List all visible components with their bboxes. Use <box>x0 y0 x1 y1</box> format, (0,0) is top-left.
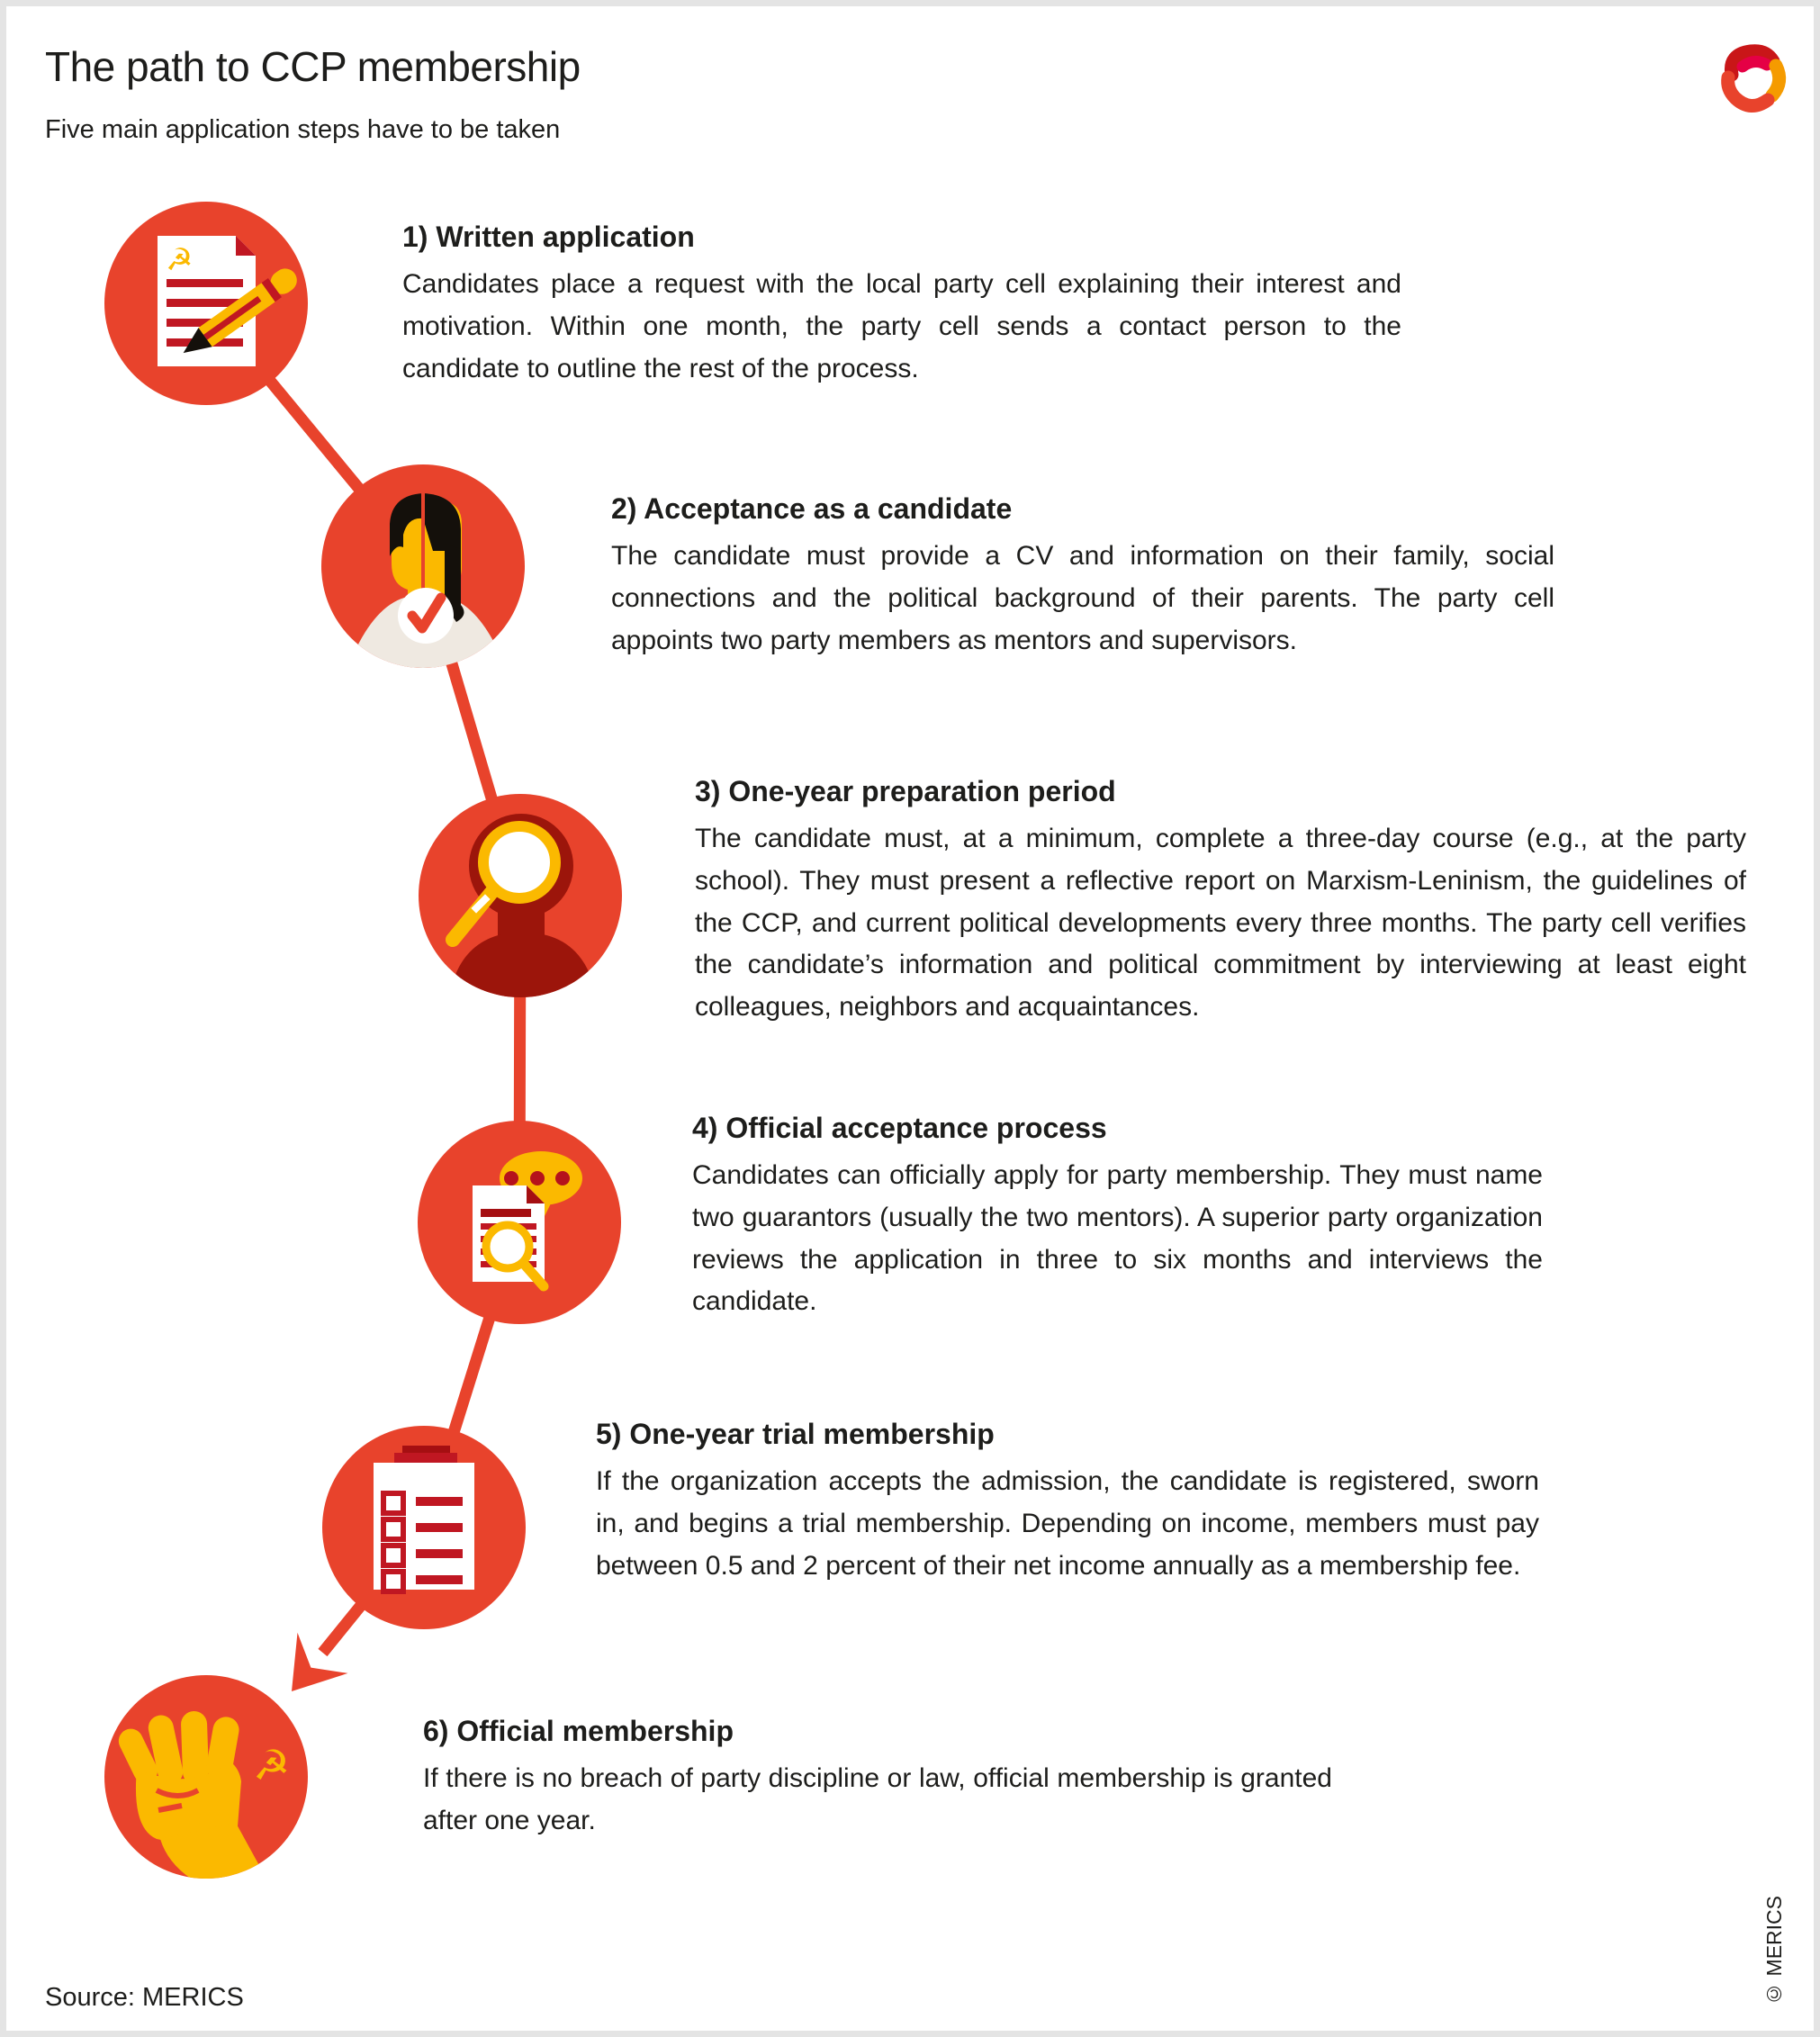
step-2-heading: 2) Acceptance as a candidate <box>611 492 1013 525</box>
preparation-period-icon <box>419 794 622 997</box>
step-5-body: If the organization accepts the admission, the candidate is registered, sworn in, and begins a trial membership. Depending on income, members must pay between 0.5 and 2 percent of their net income annually as a membership fee. <box>596 1466 1539 1581</box>
step-4-body: Candidates can officially apply for party membership. They must name two guarantors (usually the two mentors). A superior party organization reviews the application in three to six months and interviews the candidate. <box>692 1160 1543 1317</box>
hammer-sickle-glyph: ☭ <box>253 1741 291 1789</box>
step-1-text <box>402 219 1401 390</box>
step-4-heading: 4) Official acceptance process <box>692 1112 1107 1144</box>
step-4-text <box>692 1110 1543 1323</box>
step-5-heading: 5) One-year trial membership <box>596 1418 995 1450</box>
official-membership-icon <box>104 1675 308 1879</box>
acceptance-process-icon <box>418 1121 621 1324</box>
candidate-acceptance-icon <box>321 464 525 668</box>
source-note: Source: MERICS <box>45 1983 244 2012</box>
step-5-text <box>596 1416 1539 1587</box>
step-6-heading: 6) Official membership <box>423 1715 734 1747</box>
written-application-icon <box>104 202 308 405</box>
step-1-heading: 1) Written application <box>402 221 695 253</box>
step-6-text <box>423 1713 1332 1843</box>
hammer-sickle-glyph: ☭ <box>166 242 194 278</box>
step-1-circle <box>104 202 308 405</box>
trial-membership-icon <box>322 1426 526 1629</box>
step-2-text <box>611 491 1554 662</box>
step-5-circle <box>322 1426 526 1629</box>
step-6-circle <box>104 1675 308 1879</box>
copyright-note: © MERICS <box>1762 1896 1786 2005</box>
step-2-body: The candidate must provide a CV and information on their family, social connections and the political background of their parents. The party cell appoints two party members as mentors and supervisors. <box>611 541 1554 655</box>
step-3-heading: 3) One-year preparation period <box>695 775 1116 807</box>
step-3-text <box>695 773 1746 1029</box>
step-1-body: Candidates place a request with the local party cell explaining their interest and motivation. Within one month, the party cell sends a contact person to the candidate to outline the rest of the process. <box>402 269 1401 383</box>
step-3-body: The candidate must, at a minimum, complete a three-day course (e.g., at the party school). They must present a reflective report on Marxism-Leninism, the guidelines of the CCP, and current political developments every three months. The party cell verifies the candidate’s information and political commitment by interviewing at least eight colleagues, neighbors and acquaintances. <box>695 824 1746 1023</box>
step-3-circle <box>419 794 622 997</box>
step-4-circle <box>418 1121 621 1324</box>
page-subtitle: Five main application steps have to be taken <box>45 115 561 144</box>
step-2-circle <box>321 464 525 668</box>
page-title: The path to CCP membership <box>45 43 581 90</box>
step-6-body: If there is no breach of party discipline or law, official membership is granted after one year. <box>423 1763 1332 1835</box>
